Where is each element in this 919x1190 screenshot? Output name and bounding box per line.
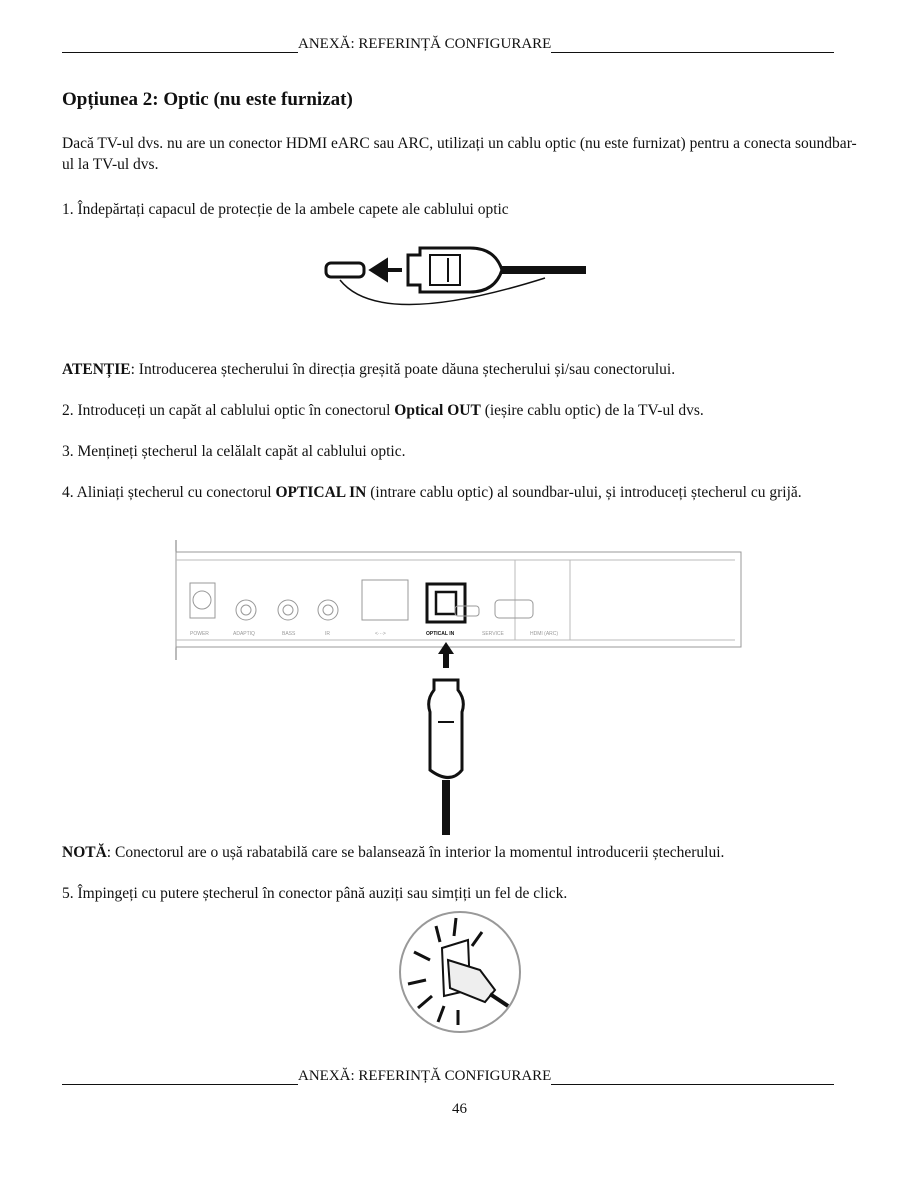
step-4: 4. Aliniați ștecherul cu conectorul OPTICAL IN (intrare cablu optic) al soundbar-ului, și introduceți ștecherul cu grijă.: [62, 484, 802, 501]
label-optical-in: OPTICAL IN: [426, 631, 455, 637]
page-footer: [62, 1068, 834, 1085]
page-header: [62, 36, 834, 53]
label-hdmi-arc: HDMI (ARC): [530, 631, 559, 637]
label-ir: IR: [325, 631, 330, 637]
step-2: 2. Introduceți un capăt al cablului optic în conectorul Optical OUT (ieșire cablu optic) de la TV-ul dvs.: [62, 402, 704, 419]
section-title: Opțiunea 2: Optic (nu este furnizat): [62, 89, 353, 110]
note-paragraph: NOTĂ: Conectorul are o ușă rabatabilă care se balansează în interior la momentul introducerii ștecherului.: [62, 844, 725, 861]
page-number: 46: [452, 1101, 467, 1117]
label-power: POWER: [190, 631, 209, 637]
label-service: SERVICE: [482, 631, 504, 637]
remove-cap-illustration: [320, 240, 590, 322]
label-data: <···>: [375, 631, 386, 637]
step-1: 1. Îndepărtați capacul de protecție de la ambele capete ale cablului optic: [62, 201, 509, 218]
label-bass: BASS: [282, 631, 296, 637]
intro-paragraph: Dacă TV-ul dvs. nu are un conector HDMI eARC sau ARC, utilizați un cablu optic (nu este furnizat) pentru a conecta soundbar-ul la TV-ul dvs.: [62, 135, 857, 173]
soundbar-connector-panel-illustration: [170, 540, 750, 840]
footer-title: ANEXĂ: REFERINȚĂ CONFIGURARE: [298, 1068, 552, 1084]
step-3: 3. Mențineți ștecherul la celălalt capăt al cablului optic.: [62, 443, 406, 460]
step-5: 5. Împingeți cu putere ștecherul în conector până auziți sau simțiți un fel de click.: [62, 885, 568, 902]
click-insertion-illustration: [390, 910, 530, 1035]
caution-paragraph: ATENȚIE: Introducerea ștecherului în direcția greșită poate dăuna ștecherului și/sau conectorului.: [62, 361, 676, 378]
header-title: ANEXĂ: REFERINȚĂ CONFIGURARE: [298, 36, 552, 52]
label-adaptiq: ADAPTIQ: [233, 631, 255, 637]
